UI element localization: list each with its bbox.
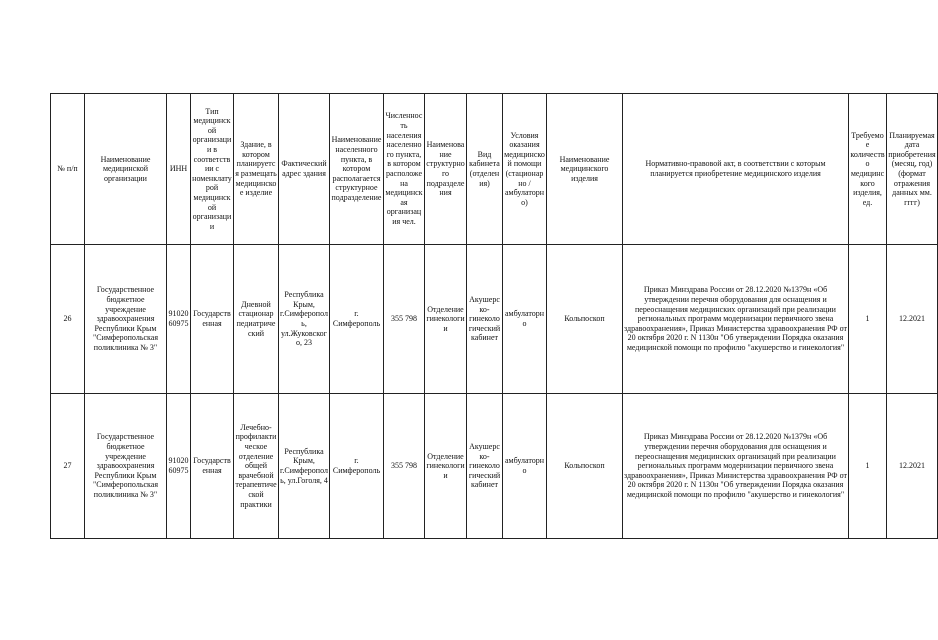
cell-subdivision: Отделение гинекологии [425,394,467,539]
cell-address: Республика Крым, г.Симферополь, ул.Гоголя, 4 [279,394,330,539]
header-subdivision: Наименование структурного подразделения [425,94,467,245]
cell-population: 355 798 [384,245,425,394]
cell-qty: 1 [849,394,887,539]
table-header-row [51,94,938,245]
cell-type: Государственная [191,245,234,394]
cell-inn: 9102060975 [167,394,191,539]
cell-conditions: амбулаторно [503,394,547,539]
cell-conditions: амбулаторно [503,245,547,394]
cell-device: Кольпоскоп [547,245,623,394]
header-act: Нормативно-правовой акт, в соответствии с которым планируется приобретение медицинского изделия [623,94,849,245]
cell-device: Кольпоскоп [547,394,623,539]
header-building: Здание, в котором планируется размещать медицинское изделие [234,94,279,245]
cell-locality: г. Симферополь [330,245,384,394]
header-type: Тип медицинской организации в соответствии с номенклатурой медицинской организации [191,94,234,245]
cell-date: 12.2021 [887,245,938,394]
header-locality: Наименование населенного пункта, в котором располагается структурное подразделение [330,94,384,245]
cell-inn: 9102060975 [167,245,191,394]
header-qty: Требуемое количество медицинского изделия, ед. [849,94,887,245]
cell-address: Республика Крым, г.Симферополь, ул.Жуковского, 23 [279,245,330,394]
header-address: Фактический адрес здания [279,94,330,245]
header-num: № п/п [51,94,85,245]
header-date: Планируемая дата приобретения (месяц, год) (формат отражения данных мм. гггг) [887,94,938,245]
equipment-table [50,93,938,539]
cell-org: Государственное бюджетное учреждение здравоохранения Республики Крым "Симферопольская поликлиника № 3" [85,394,167,539]
cell-org: Государственное бюджетное учреждение здравоохранения Республики Крым "Симферопольская поликлиника № 3" [85,245,167,394]
cell-building: Лечебно-профилактическое отделение общей врачебной терапевтической практики [234,394,279,539]
table-row [51,394,938,539]
cell-qty: 1 [849,245,887,394]
cell-cabinet: Акушерско-гинекологический кабинет [467,245,503,394]
cell-cabinet: Акушерско-гинекологический кабинет [467,394,503,539]
cell-act: Приказ Минздрава России от 28.12.2020 №1379н «Об утверждении перечня оборудования для оснащения и переоснащения медицинских организаций при реализации региональных программ модернизации первичного звена здравоохранения», Приказ Министерства здравоохранения РФ от 20 октября 2020 г. N 1130н "Об утверждении Порядка оказания медицинской помощи по профилю "акушерство и гинекология" [623,394,849,539]
cell-building: Дневной стационар педиатрический [234,245,279,394]
cell-locality: г. Симферополь [330,394,384,539]
header-org: Наименование медицинской организации [85,94,167,245]
table-row [51,245,938,394]
cell-act: Приказ Минздрава России от 28.12.2020 №1379н «Об утверждении перечня оборудования для оснащения и переоснащения медицинских организаций при реализации региональных программ модернизации первичного звена здравоохранения», Приказ Министерства здравоохранения РФ от 20 октября 2020 г. N 1130н "Об утверждении Порядка оказания медицинской помощи по профилю "акушерство и гинекология" [623,245,849,394]
cell-num: 27 [51,394,85,539]
cell-subdivision: Отделение гинекологии [425,245,467,394]
header-cabinet: Вид кабинета (отделения) [467,94,503,245]
header-conditions: Условия оказания медицинской помощи (стационарно / амбулаторно) [503,94,547,245]
cell-type: Государственная [191,394,234,539]
cell-date: 12.2021 [887,394,938,539]
cell-population: 355 798 [384,394,425,539]
header-population: Численность населения населенного пункта, в котором расположена медицинская организация чел. [384,94,425,245]
header-device: Наименование медицинского изделия [547,94,623,245]
cell-num: 26 [51,245,85,394]
header-inn: ИНН [167,94,191,245]
